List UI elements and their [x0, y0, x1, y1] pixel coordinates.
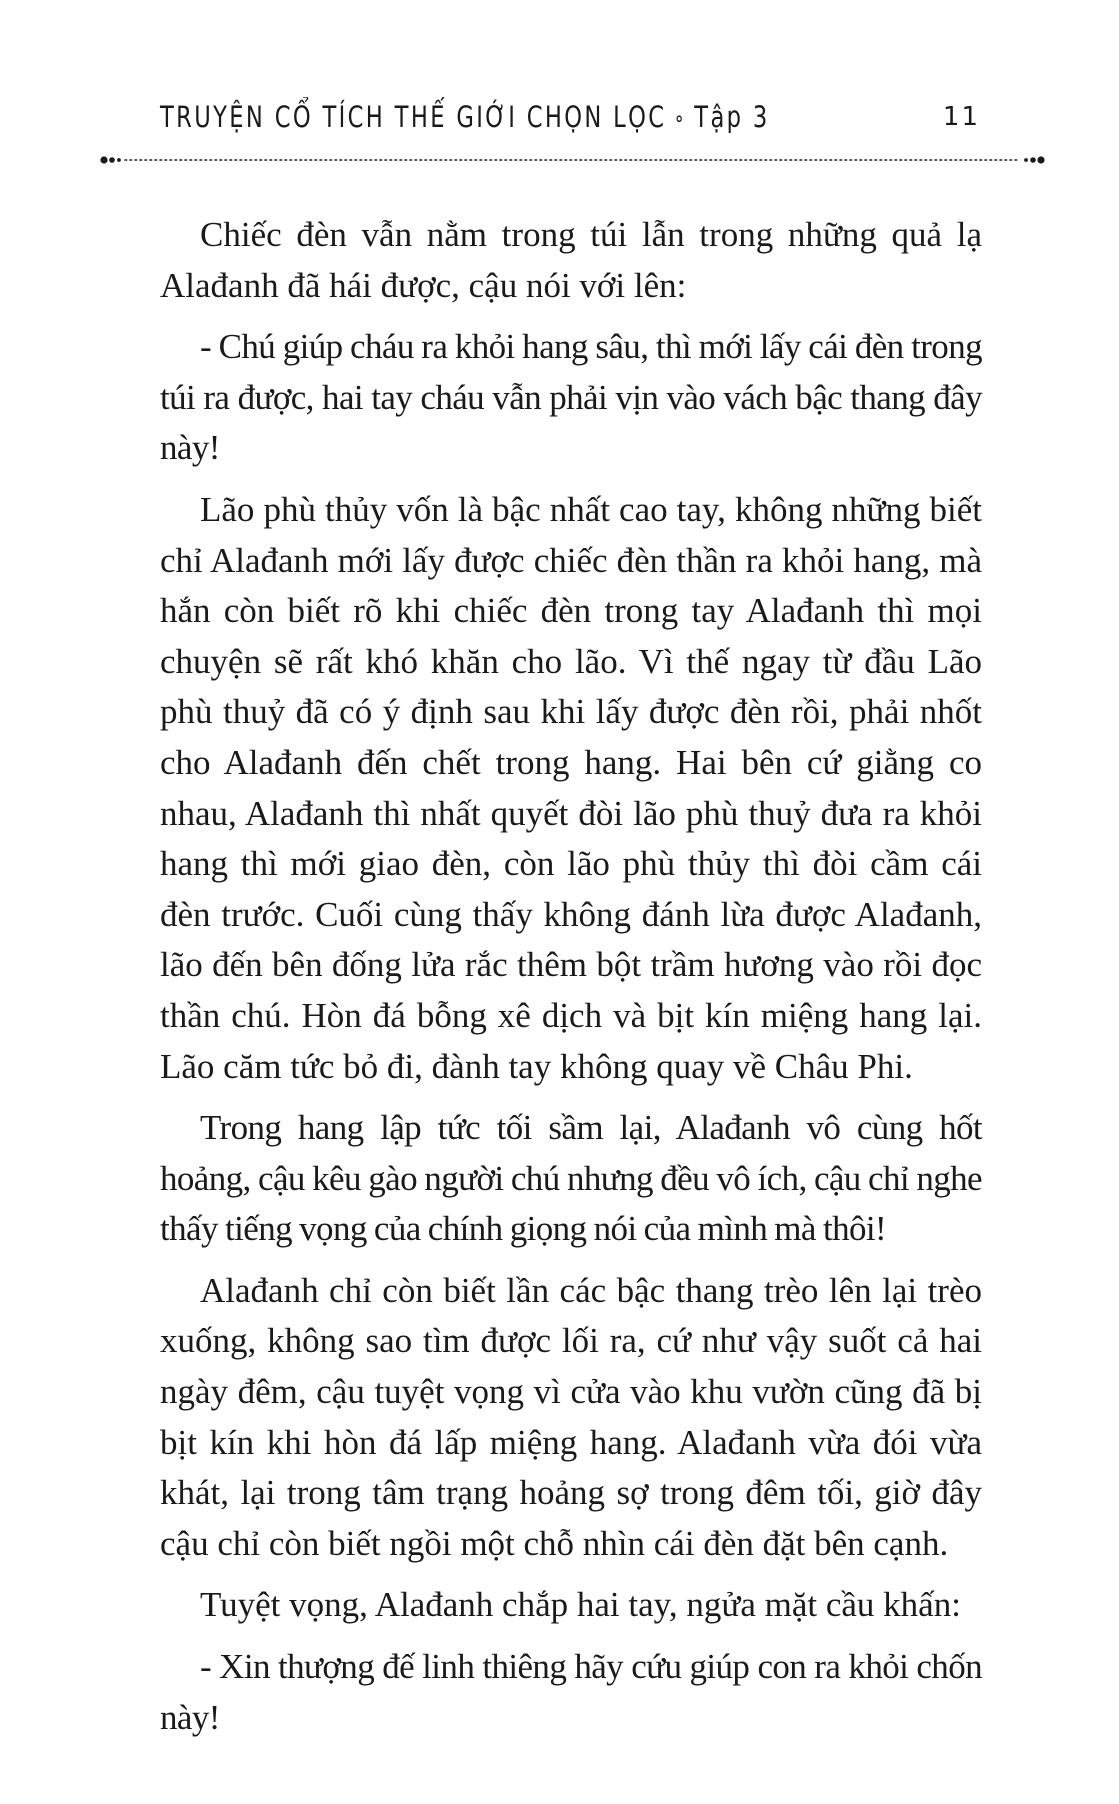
running-header	[160, 100, 980, 150]
paragraph: Chiếc đèn vẫn nằm trong túi lẫn trong những quả lạ Alađanh đã hái được, cậu nói với lên:	[160, 215, 982, 305]
title-separator: ⚬	[672, 107, 689, 131]
series-title: TRUYỆN CỔ TÍCH THẾ GIỚI CHỌN LỌC	[160, 100, 667, 134]
dotted-rule-ornament	[100, 153, 1045, 167]
paragraph: Alađanh chỉ còn biết lần các bậc thang trèo lên lại trèo xuống, không sao tìm được lối ra, cứ như vậy suốt cả hai ngày đêm, cậu tuyệt vọng vì cửa vào khu vườn cũng đã bị bịt kín khi hòn đá lấp miệng hang. Alađanh vừa đói vừa khát, lại trong tâm trạng hoảng sợ trong đêm tối, giờ đây cậu chỉ còn biết ngồi một chỗ nhìn cái đèn đặt bên cạnh.	[160, 1270, 982, 1563]
paragraph: Lão phù thủy vốn là bậc nhất cao tay, không những biết chỉ Alađanh mới lấy được chiếc đèn thần ra khỏi hang, mà hắn còn biết rõ khi chiếc đèn trong tay Alađanh thì mọi chuyện sẽ rất khó khăn cho lão. Vì thế ngay từ đầu Lão phù thuỷ đã có ý định sau khi lấy được đèn rồi, phải nhốt cho Alađanh đến chết trong hang. Hai bên cứ giằng co nhau, Alađanh thì nhất quyết đòi lão phù thuỷ đưa ra khỏi hang thì mới giao đèn, còn lão phù thủy thì đòi cầm cái đèn trước. Cuối cùng thấy không đánh lừa được Alađanh, lão đến bên đống lửa rắc thêm bột trầm hương vào rồi đọc thần chú. Hòn đá bỗng xê dịch và bịt kín miệng hang lại. Lão căm tức bỏ đi, đành tay không quay về Châu Phi.	[160, 489, 982, 1086]
paragraph: Tuyệt vọng, Alađanh chắp hai tay, ngửa mặt cầu khấn:	[200, 1585, 961, 1625]
paragraph: - Chú giúp cháu ra khỏi hang sâu, thì mới lấy cái đèn trong túi ra được, hai tay cháu vẫn phải vịn vào vách bậc thang đây này!	[160, 327, 982, 468]
story-text	[160, 210, 982, 1754]
paragraph: Trong hang lập tức tối sầm lại, Alađanh vô cùng hốt hoảng, cậu kêu gào người chú nhưng đều vô ích, cậu chỉ nghe thấy tiếng vọng của chính giọng nói của mình mà thôi!	[160, 1108, 982, 1249]
volume-label: Tập 3	[694, 100, 770, 134]
page-number: 11	[942, 102, 980, 132]
book-title	[160, 100, 770, 134]
paragraph: - Xin thượng đế linh thiêng hãy cứu giúp con ra khỏi chốn này!	[160, 1647, 982, 1737]
header-divider	[100, 153, 1045, 167]
